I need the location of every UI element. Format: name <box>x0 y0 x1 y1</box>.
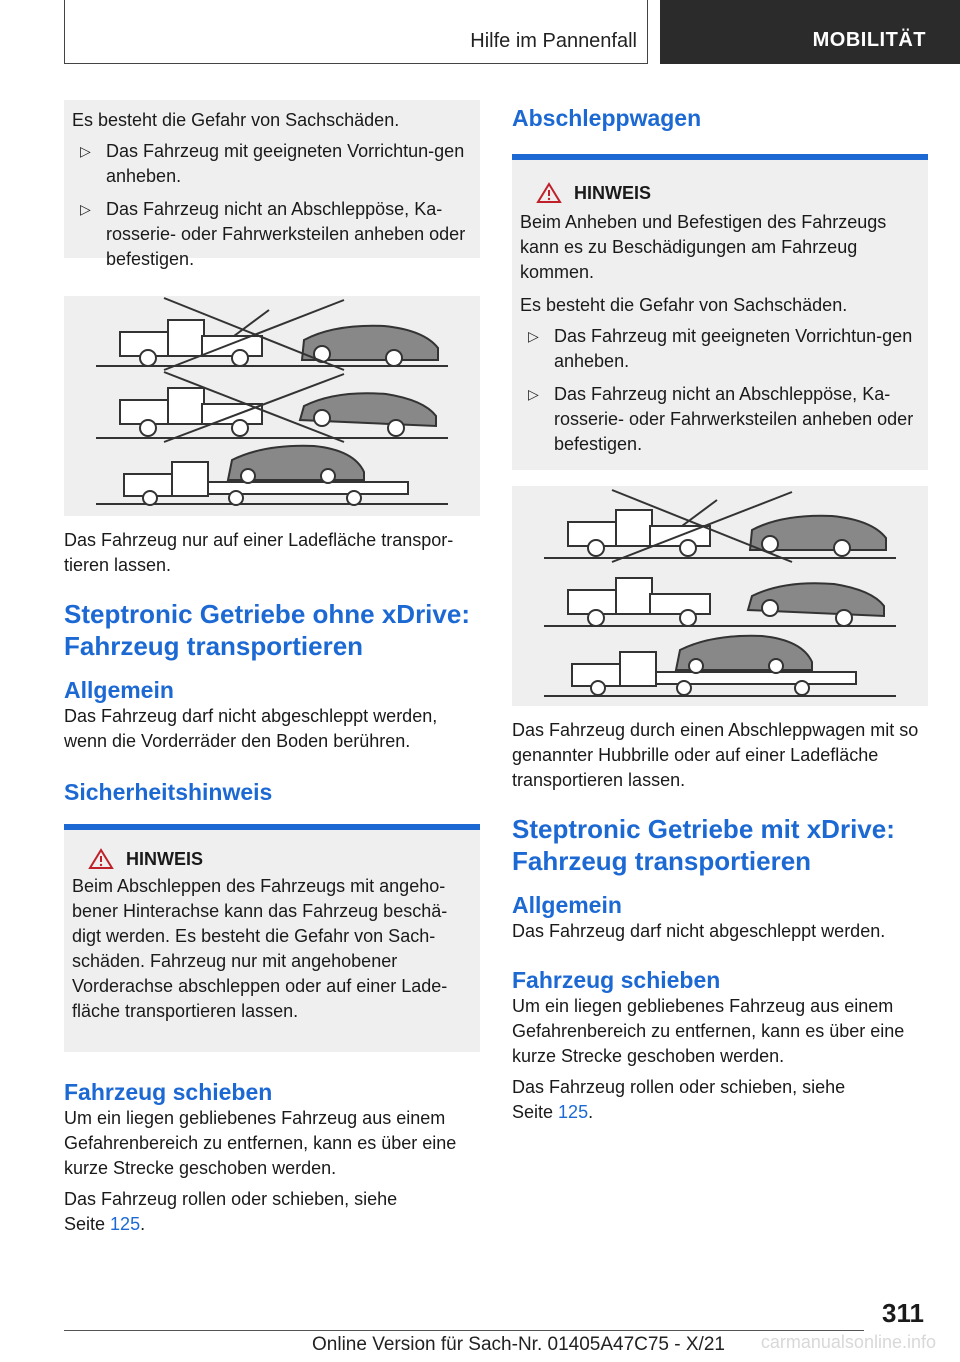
list-item: ▷ Das Fahrzeug mit geeigneten Vorrichtun-gen anheben. <box>80 141 465 186</box>
triangle-right-icon: ▷ <box>80 143 91 159</box>
right-push-text: Um ein liegen gebliebenes Fahrzeug aus einem Gefahrenbereich zu entfernen, kann es über eine kurze Strecke geschoben werden. <box>512 996 905 1066</box>
left-column <box>64 100 480 1237</box>
footer-watermark: carmanualsonline.info <box>760 1332 936 1352</box>
list-item: ▷ Das Fahrzeug nicht an Abschleppöse, Ka-rosserie- oder Fahrwerksteilen anheben oder befestigen. <box>80 199 466 269</box>
list-item: ▷ Das Fahrzeug nicht an Abschleppöse, Ka-rosserie- oder Fahrwerksteilen anheben oder befestigen. <box>528 384 914 454</box>
left-section-title: Steptronic Getriebe ohne xDrive: Fahrzeug transportieren <box>64 599 470 661</box>
right-push-ref: Das Fahrzeug rollen oder schieben, siehe Seite 125. <box>512 1077 846 1122</box>
page-number: 311 <box>882 1298 924 1328</box>
left-general-heading: Allgemein <box>64 677 174 703</box>
towing-illustration <box>512 486 928 706</box>
towing-figure-right <box>512 486 928 706</box>
left-box-list <box>72 139 472 272</box>
right-warning-list <box>520 324 920 457</box>
left-push-text: Um ein liegen gebliebenes Fahrzeug aus einem Gefahrenbereich zu entfernen, kann es über eine kurze Strecke geschoben werden. <box>64 1108 457 1178</box>
list-item: ▷ Das Fahrzeug mit geeigneten Vorrichtun-gen anheben. <box>528 326 913 371</box>
left-push-heading: Fahrzeug schieben <box>64 1079 273 1105</box>
right-warning-title-row <box>520 182 920 204</box>
right-general-text: Das Fahrzeug darf nicht abgeschleppt werden. <box>512 921 886 941</box>
right-warning-text: Beim Anheben und Befestigen des Fahrzeugs kann es zu Beschädigungen am Fahrzeug kommen. <box>520 212 887 282</box>
left-warning-title-row <box>72 848 472 870</box>
left-general-text: Das Fahrzeug darf nicht abgeschleppt werden, wenn die Vorderräder den Boden berühren. <box>64 706 438 751</box>
towing-illustration <box>64 296 480 516</box>
header-chapter-tab <box>660 0 960 64</box>
left-push-ref: Das Fahrzeug rollen oder schieben, siehe Seite 125. <box>64 1189 398 1234</box>
right-push-heading: Fahrzeug schieben <box>512 967 721 993</box>
right-warning-box <box>512 160 928 470</box>
right-column <box>512 100 928 1125</box>
right-general-heading: Allgemein <box>512 892 622 918</box>
warning-triangle-icon <box>88 848 114 870</box>
page-link-125[interactable]: 125 <box>110 1214 141 1234</box>
triangle-right-icon: ▷ <box>528 386 539 402</box>
triangle-right-icon: ▷ <box>80 201 91 217</box>
left-warning-continuation-box <box>64 100 480 269</box>
left-safety-heading: Sicherheitshinweis <box>64 779 273 805</box>
right-warning-intro: Es besteht die Gefahr von Sachschäden. <box>520 295 848 315</box>
header-section-box <box>64 0 648 64</box>
footer-rule <box>64 1330 864 1331</box>
left-warning-text: Beim Abschleppen des Fahrzeugs mit angeho-bener Hinterachse kann das Fahrzeug beschä-digt werden. Es besteht die Gefahr von Sach-schäden. Fahrzeug nur mit angehobener Vorderachse abschleppen oder auf einer Lade-fläche transportieren lassen. <box>72 876 448 1021</box>
right-figure-caption: Das Fahrzeug durch einen Abschleppwagen mit so genannter Hubbrille oder auf einer Ladefläche transportieren lassen. <box>512 720 919 790</box>
left-figure-caption: Das Fahrzeug nur auf einer Ladefläche transpor-tieren lassen. <box>64 530 454 575</box>
towing-figure-left <box>64 296 480 516</box>
header-section-title: Hilfe im Pannenfall <box>470 30 637 52</box>
left-warning-box <box>64 830 480 1052</box>
triangle-right-icon: ▷ <box>528 328 539 344</box>
warning-triangle-icon <box>536 182 562 204</box>
left-box-intro: Es besteht die Gefahr von Sachschäden. <box>72 110 400 130</box>
left-warning-title: HINWEIS <box>126 848 204 869</box>
page-link-125[interactable]: 125 <box>558 1102 589 1122</box>
right-warning-title: HINWEIS <box>574 182 652 203</box>
right-section-title: Steptronic Getriebe mit xDrive: Fahrzeug transportieren <box>512 814 895 876</box>
right-towtruck-heading: Abschleppwagen <box>512 105 702 131</box>
header-chapter-title: MOBILITÄT <box>812 29 926 51</box>
footer-online-version: Online Version für Sach-Nr. 01405A47C75 - X/21 <box>312 1334 725 1355</box>
